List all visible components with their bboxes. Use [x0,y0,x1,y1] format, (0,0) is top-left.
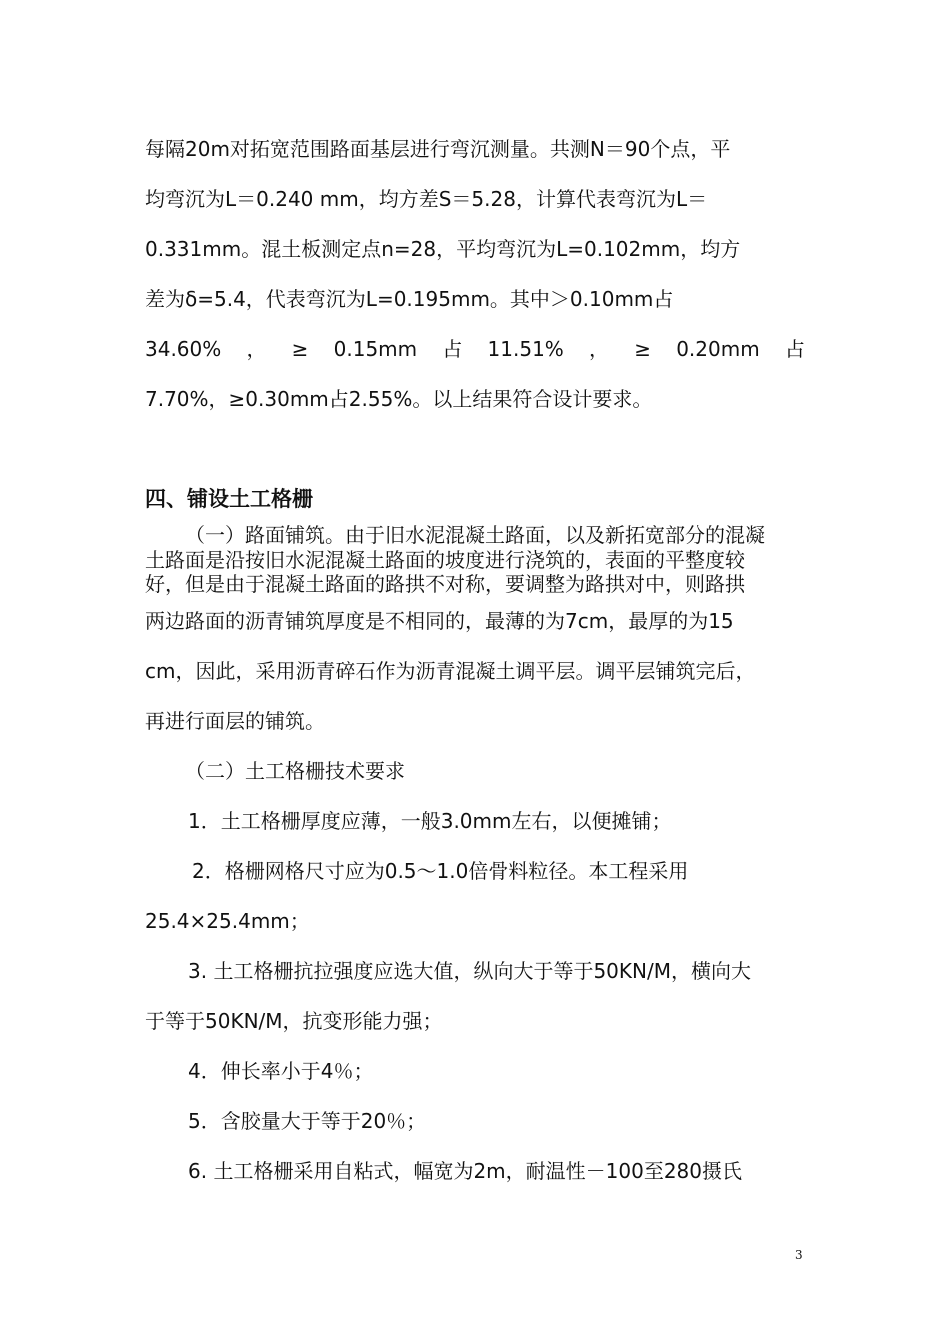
paragraph-2-line-4: 两边路面的沥青铺筑厚度是不相同的，最薄的为7cm，最厚的为15 [145,609,734,633]
requirement-item-2: 2．格栅网格尺寸应为0.5～1.0倍骨料粒径。本工程采用 [192,859,689,883]
text-fragment: ， [589,337,610,361]
requirement-item-3: 3. 土工格栅抗拉强度应选大值，纵向大于等于50KN/M，横向大 [188,959,751,983]
paragraph-2-line-6: 再进行面层的铺筑。 [145,709,325,733]
text-fragment: ≥ [291,337,309,361]
text-fragment: 11.51% [487,337,564,361]
paragraph-1-line-5 [145,335,805,363]
paragraph-1-line-1: 每隔20m对拓宽范围路面基层进行弯沉测量。共测N＝90个点，平 [145,137,731,161]
requirement-item-3-continued: 于等于50KN/M，抗变形能力强； [145,1009,443,1033]
page-number: 3 [795,1248,803,1262]
paragraph-2-line-3: 好，但是由于混凝土路面的路拱不对称，要调整为路拱对中，则路拱 [145,572,745,596]
paragraph-2-line-2: 土路面是沿按旧水泥混凝土路面的坡度进行浇筑的，表面的平整度较 [145,548,745,572]
requirement-item-2-continued: 25.4×25.4mm； [145,909,310,933]
requirement-item-6: 6. 土工格栅采用自粘式，幅宽为2m，耐温性－100至280摄氏 [188,1159,742,1183]
text-fragment: 0.15mm [333,337,418,361]
text-fragment: 0.20mm [676,337,760,361]
paragraph-1-line-3: 0.331mm。混土板测定点n=28，平均弯沉为L=0.102mm，均方 [145,237,741,261]
text-fragment: ， [246,337,267,361]
requirement-item-5: 5．含胶量大于等于20％； [188,1109,427,1133]
requirement-item-1: 1．土工格栅厚度应薄，一般3.0mm左右，以便摊铺； [188,809,672,833]
paragraph-2-line-1: （一）路面铺筑。由于旧水泥混凝土路面，以及新拓宽部分的混凝 [185,523,765,547]
requirement-item-4: 4．伸长率小于4％； [188,1059,374,1083]
text-fragment: 34.60% [145,337,222,361]
paragraph-2-line-5: cm，因此，采用沥青碎石作为沥青混凝土调平层。调平层铺筑完后， [145,659,756,683]
subsection-heading: （二）土工格栅技术要求 [185,759,405,783]
text-fragment: 占 [442,337,463,361]
text-fragment: ≥ [634,337,651,361]
paragraph-1-line-2: 均弯沉为L＝0.240 mm，均方差S＝5.28，计算代表弯沉为L＝ [145,187,708,211]
text-fragment: 占 [784,337,805,361]
paragraph-1-line-4: 差为δ=5.4，代表弯沉为L=0.195mm。其中＞0.10mm占 [145,287,674,311]
paragraph-1-line-6: 7.70%，≥0.30mm占2.55%。以上结果符合设计要求。 [145,387,653,411]
section-heading: 四、铺设土工格栅 [145,487,313,511]
